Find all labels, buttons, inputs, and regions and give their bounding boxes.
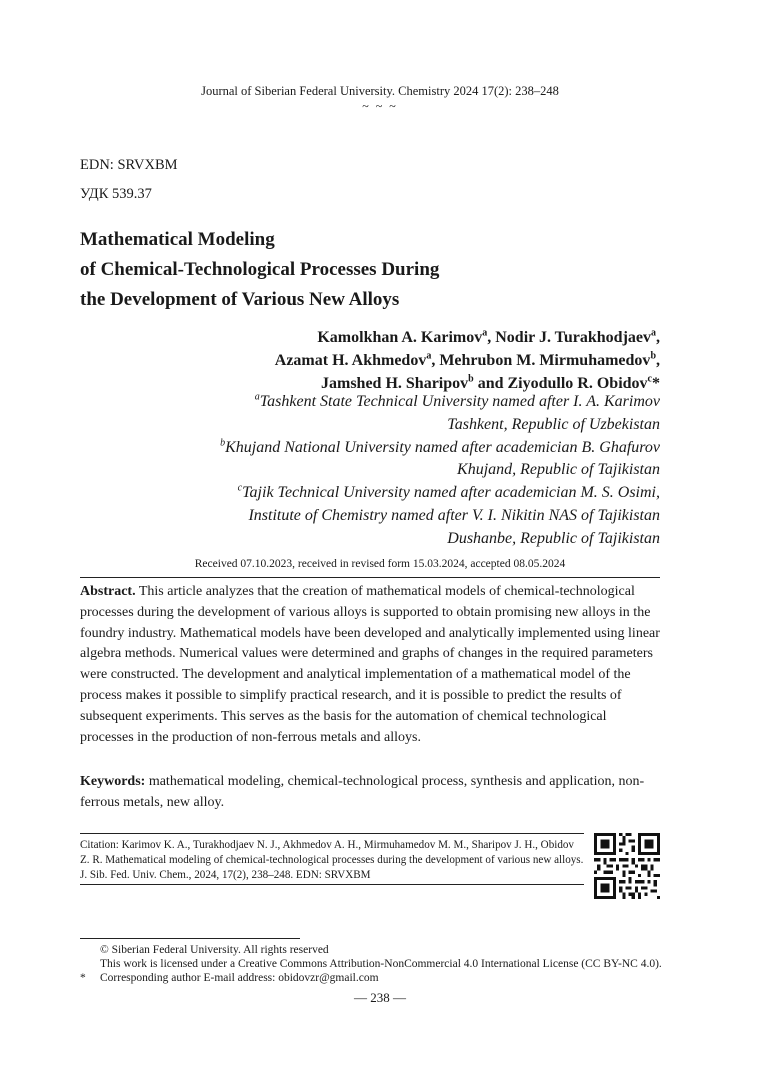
author-sep: , — [431, 352, 440, 369]
author-name: Kamolkhan A. Karimov — [317, 329, 483, 346]
affiliation-line: Dushanbe, Republic of Tajikistan — [447, 529, 660, 547]
author-list — [100, 326, 660, 395]
author-name: Ziyodullo R. Obidov — [507, 375, 648, 392]
qr-code[interactable] — [594, 833, 660, 899]
corresponding-author-note: Corresponding author E-mail address: obidovzr@gmail.com — [100, 972, 379, 984]
citation-top-divider — [80, 833, 584, 834]
keywords-text: mathematical modeling, chemical-technological process, synthesis and application, non-ferrous metals, new alloy. — [80, 774, 645, 810]
author-sup: a — [482, 327, 488, 339]
affiliation-sup: c — [237, 482, 243, 494]
author-sep: , — [656, 352, 660, 369]
author-sep: and — [473, 375, 508, 392]
citation: Citation: Karimov K. A., Turakhodjaev N. J., Akhmedov A. H., Mirmuhamedov M. M., Sharipov J. H., Obidov Z. R. Mathematical modeling of chemical-technological processes during the development of various new alloys. J. Sib. Fed. Univ. Chem., 2024, 17(2), 238–248. EDN: SRVXBM — [80, 839, 584, 881]
affiliation-line: Khujand, Republic of Tajikistan — [457, 461, 660, 479]
edn-identifier: EDN: SRVXBM — [80, 157, 178, 173]
abstract-top-divider — [80, 577, 660, 578]
affiliation-line — [100, 437, 660, 460]
author-name: Jamshed H. Sharipov — [321, 375, 469, 392]
license-note: This work is licensed under a Creative Commons Attribution-NonCommercial 4.0 International License (CC BY-NC 4.0). — [100, 958, 662, 970]
author-name: Nodir J. Turakhodjaev — [495, 329, 651, 346]
corresponding-marker: * — [80, 972, 86, 984]
page-number: — 238 — — [354, 990, 406, 1005]
affiliation-line: Tashkent, Republic of Uzbekistan — [447, 415, 660, 433]
affiliation-text: Tashkent State Technical University named after I. A. Karimov — [259, 393, 660, 410]
keywords-label: Keywords: — [80, 774, 146, 789]
author-line — [100, 349, 660, 372]
affiliation-sup: a — [254, 391, 260, 403]
author-line — [100, 326, 660, 349]
copyright-note: © Siberian Federal University. All rights reserved — [100, 944, 329, 956]
abstract-text: This article analyzes that the creation of mathematical models of chemical-technological processes during the development of various alloys is supported to obtain promising new alloys in the foundry industry. Mathematical models have been developed and analytically implemented using linear algebra methods. Numerical values were determined and graphs of changes in the required parameters were constructed. The development and analytical implementation of a mathematical model of the process makes it possible to simplify practical research, and it is possible to predict the results of subsequent experiments. This serves as the basis for the automation of chemical technological processes in the production of non-ferrous metals and alloys. — [80, 584, 660, 745]
author-name: Mehrubon M. Mirmuhamedov — [439, 352, 651, 369]
header-separator: ~ ~ ~ — [362, 99, 398, 113]
udk-identifier: УДК 539.37 — [80, 186, 152, 202]
author-sep: , — [487, 329, 496, 346]
keywords — [80, 772, 660, 814]
author-sup: a — [426, 350, 432, 362]
journal-header: Journal of Siberian Federal University. Chemistry 2024 17(2): 238–248 — [201, 84, 559, 98]
affiliation-line — [100, 391, 660, 414]
abstract-label: Abstract. — [80, 584, 136, 599]
author-sup: b — [650, 350, 656, 362]
affiliation-text: Khujand National University named after academician B. Ghafurov — [225, 438, 660, 456]
citation-bottom-divider — [80, 884, 584, 885]
abstract — [80, 582, 660, 748]
received-dates: Received 07.10.2023, received in revised form 15.03.2024, accepted 08.05.2024 — [194, 558, 566, 570]
affiliation-line — [100, 482, 660, 505]
author-sup: c — [647, 373, 652, 385]
footnote-divider — [80, 938, 300, 939]
title-line: of Chemical-Technological Processes During — [80, 259, 440, 280]
author-sep: * — [652, 375, 660, 392]
affiliations — [100, 391, 660, 551]
author-sep: , — [656, 329, 660, 346]
author-sup: b — [468, 373, 474, 385]
author-sup: a — [651, 327, 656, 339]
affiliation-line: Institute of Chemistry named after V. I. Nikitin NAS of Tajikistan — [248, 506, 660, 524]
article-title — [80, 225, 640, 315]
affiliation-sup: b — [220, 437, 226, 449]
author-name: Azamat H. Akhmedov — [274, 352, 427, 369]
affiliation-text: Tajik Technical University named after academician M. S. Osimi, — [242, 484, 660, 502]
title-line: Mathematical Modeling — [80, 229, 275, 250]
title-line: the Development of Various New Alloys — [80, 289, 400, 310]
